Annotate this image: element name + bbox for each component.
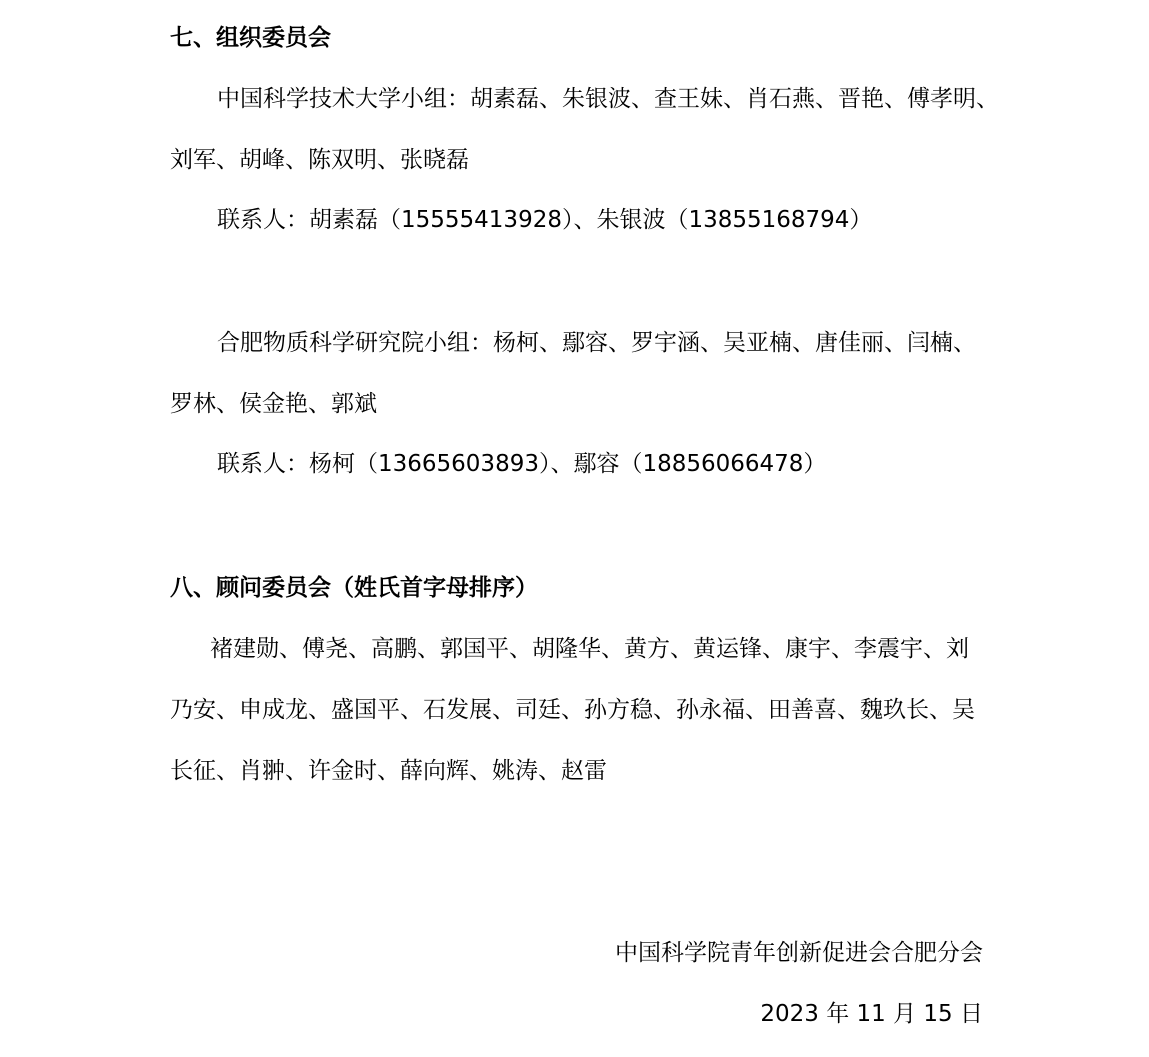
ustc-members-line-2: 刘军、胡峰、陈双明、张晓磊: [170, 147, 469, 173]
advisory-members-line-3: 长征、肖翀、许金时、薛向辉、姚涛、赵雷: [170, 758, 607, 784]
ustc-members-line-1: 中国科学技术大学小组：胡素磊、朱银波、查王妹、肖石燕、晋艳、傅孝明、: [217, 86, 999, 112]
signature-organization: 中国科学院青年创新促进会合肥分会: [615, 940, 983, 966]
hefei-members-line-1: 合肥物质科学研究院小组：杨柯、鄢容、罗宇涵、吴亚楠、唐佳丽、闫楠、: [217, 330, 976, 356]
advisory-members-line-2: 乃安、申成龙、盛国平、石发展、司廷、孙方稳、孙永福、田善喜、魏玖长、吴: [170, 697, 975, 723]
advisory-members-line-1: 褚建勋、傅尧、高鹏、郭国平、胡隆华、黄方、黄运锋、康宇、李震宇、刘: [210, 636, 969, 662]
section-8-heading: 八、顾问委员会（姓氏首字母排序）: [170, 575, 538, 601]
hefei-members-line-2: 罗林、侯金艳、郭斌: [170, 391, 377, 417]
section-7-heading: 七、组织委员会: [170, 25, 331, 51]
hefei-contact: 联系人：杨柯（13665603893）、鄢容（18856066478）: [217, 451, 827, 477]
ustc-contact: 联系人：胡素磊（15555413928）、朱银波（13855168794）: [217, 207, 873, 233]
signature-date: 2023 年 11 月 15 日: [760, 1001, 983, 1027]
